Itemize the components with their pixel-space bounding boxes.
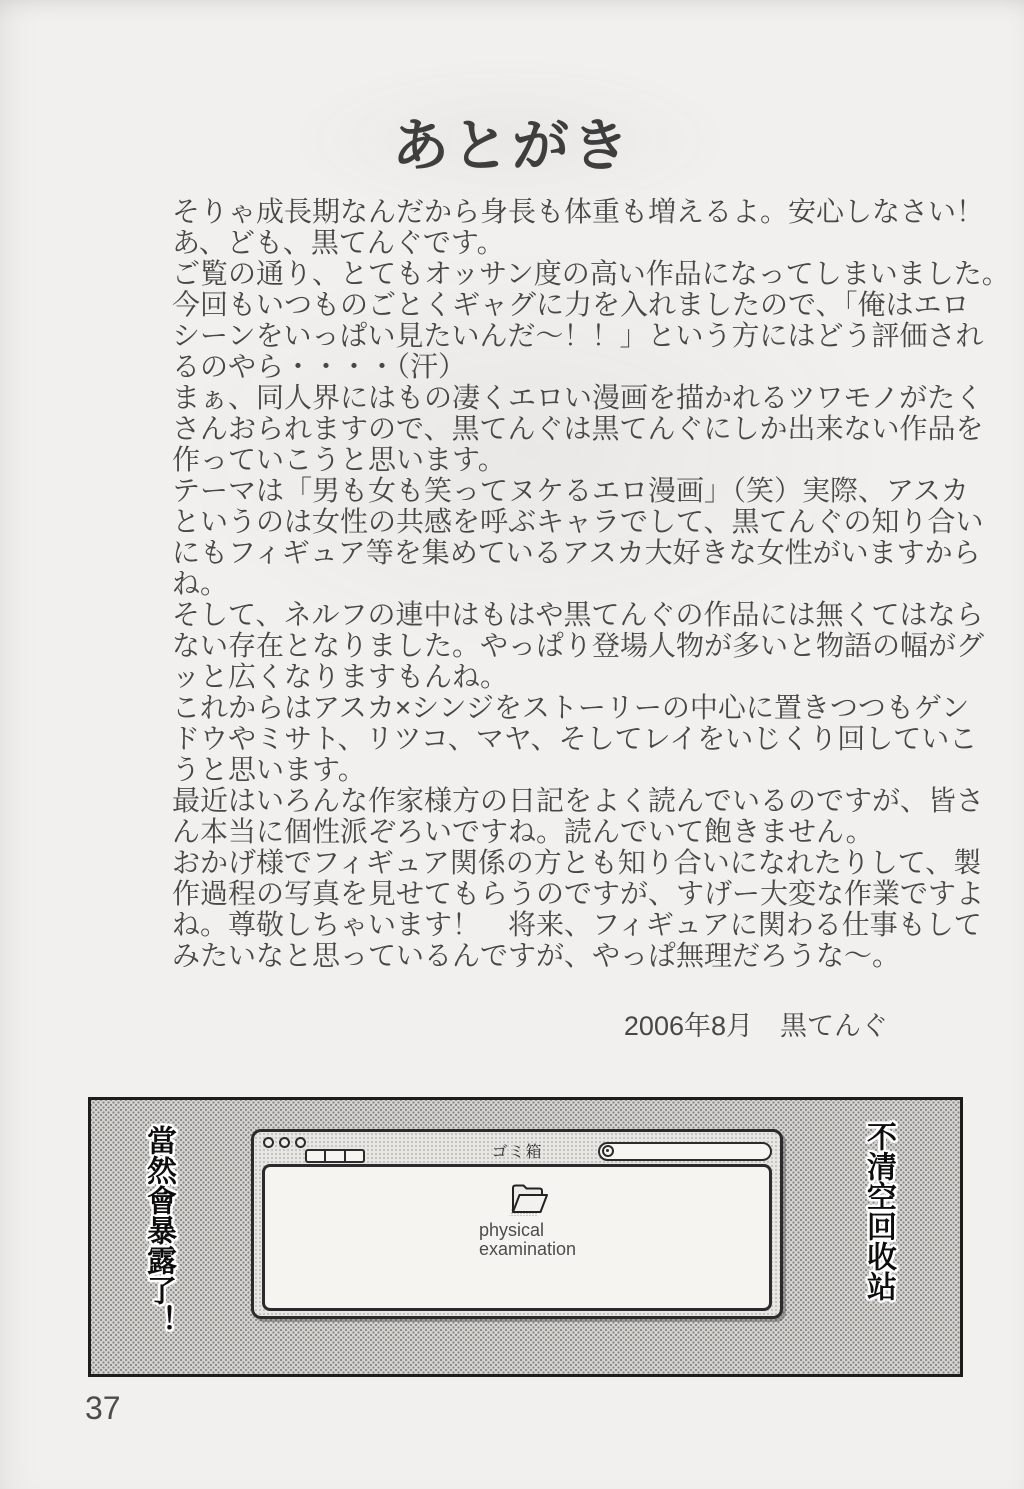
afterword-line: うと思います。 [172, 754, 366, 785]
afterword-line: そして、ネルフの連中はもはや黒てんぐの作品には無くてはなら [172, 599, 984, 630]
afterword-line: 作過程の写真を見せてもらうのですが、すげー大変な作業ですよ [172, 878, 985, 909]
afterword-line: にもフィギュア等を集めているアスカ大好きな女性がいますから [172, 537, 981, 568]
page-number: 37 [85, 1390, 121, 1426]
afterword-line: あ、ども、黒てんぐです。 [172, 227, 505, 258]
afterword-line: ね。尊敬しちゃいます！ 将来、フィギュアに関わる仕事もして [172, 909, 982, 940]
page-title: あとがき [392, 114, 632, 178]
afterword-line: さんおられますので、黒てんぐは黒てんぐにしか出来ない作品を [172, 413, 984, 444]
afterword-line: みたいなと思っているんですが、やっぱ無理だろうな～。 [172, 940, 901, 971]
panel-caption-right: 不清空回收站 [862, 1121, 895, 1301]
afterword-line: ご覧の通り、とてもオッサン度の高い作品になってしまいました。 [172, 258, 1010, 289]
afterword-body [172, 196, 1010, 971]
afterword-line: ん本当に個性派ぞろいですね。読んでいて飽きません。 [172, 816, 874, 847]
afterword-line: テーマは「男も女も笑ってヌケるエロ漫画」（笑）実際、アスカ [172, 475, 969, 506]
folder-label-line: physical [479, 1220, 545, 1240]
afterword-line: ッと広くなりますもんね。 [172, 661, 509, 692]
afterword-line: これからはアスカ×シンジをストーリーの中心に置きつつもゲン [172, 692, 970, 723]
window-content-area [262, 1164, 772, 1311]
afterword-line: ドウやミサト、リツコ、マヤ、そしてレイをいじくり回していこ [172, 723, 978, 754]
date-signature: 2006年8月 黒てんぐ [623, 1011, 888, 1041]
afterword-line: 最近はいろんな作家様方の日記をよく読んでいるのですが、皆さ [172, 785, 985, 816]
afterword-line: るのやら・・・・（汗） [172, 351, 467, 382]
folder-label-line: examination [479, 1239, 577, 1259]
folder-label [479, 1221, 639, 1259]
afterword-line: おかげ様でフィギュア関係の方とも知り合いになれたりして、製 [172, 847, 982, 878]
afterword-line: シーンをいっぱい見たいんだ～！！」という方にはどう評価され [172, 320, 984, 351]
window-title: ゴミ箱 [491, 1144, 543, 1161]
panel-caption-left: 當然會暴露了！ [142, 1125, 175, 1335]
afterword-line: ね。 [172, 568, 229, 599]
open-folder-icon [505, 1179, 553, 1219]
trash-window-drawing [251, 1129, 783, 1319]
comic-panel [88, 1097, 963, 1377]
afterword-line: そりゃ成長期なんだから身長も体重も増えるよ。安心しなさい！ [172, 196, 985, 227]
magnifier-icon [602, 1145, 614, 1157]
afterword-line: 作っていこうと思います。 [172, 444, 506, 475]
afterword-line: まぁ、同人界にはもの凄くエロい漫画を描かれるツワモノがたく [172, 382, 984, 413]
afterword-line: ない存在となりました。やっぱり登場人物が多いと物語の幅がグ [172, 630, 985, 661]
afterword-line: 今回もいつものごとくギャグに力を入れましたので、「俺はエロ [172, 289, 970, 320]
folder-item [479, 1179, 639, 1259]
search-field [598, 1142, 772, 1161]
afterword-line: というのは女性の共感を呼ぶキャラでして、黒てんぐの知り合い [172, 506, 984, 537]
